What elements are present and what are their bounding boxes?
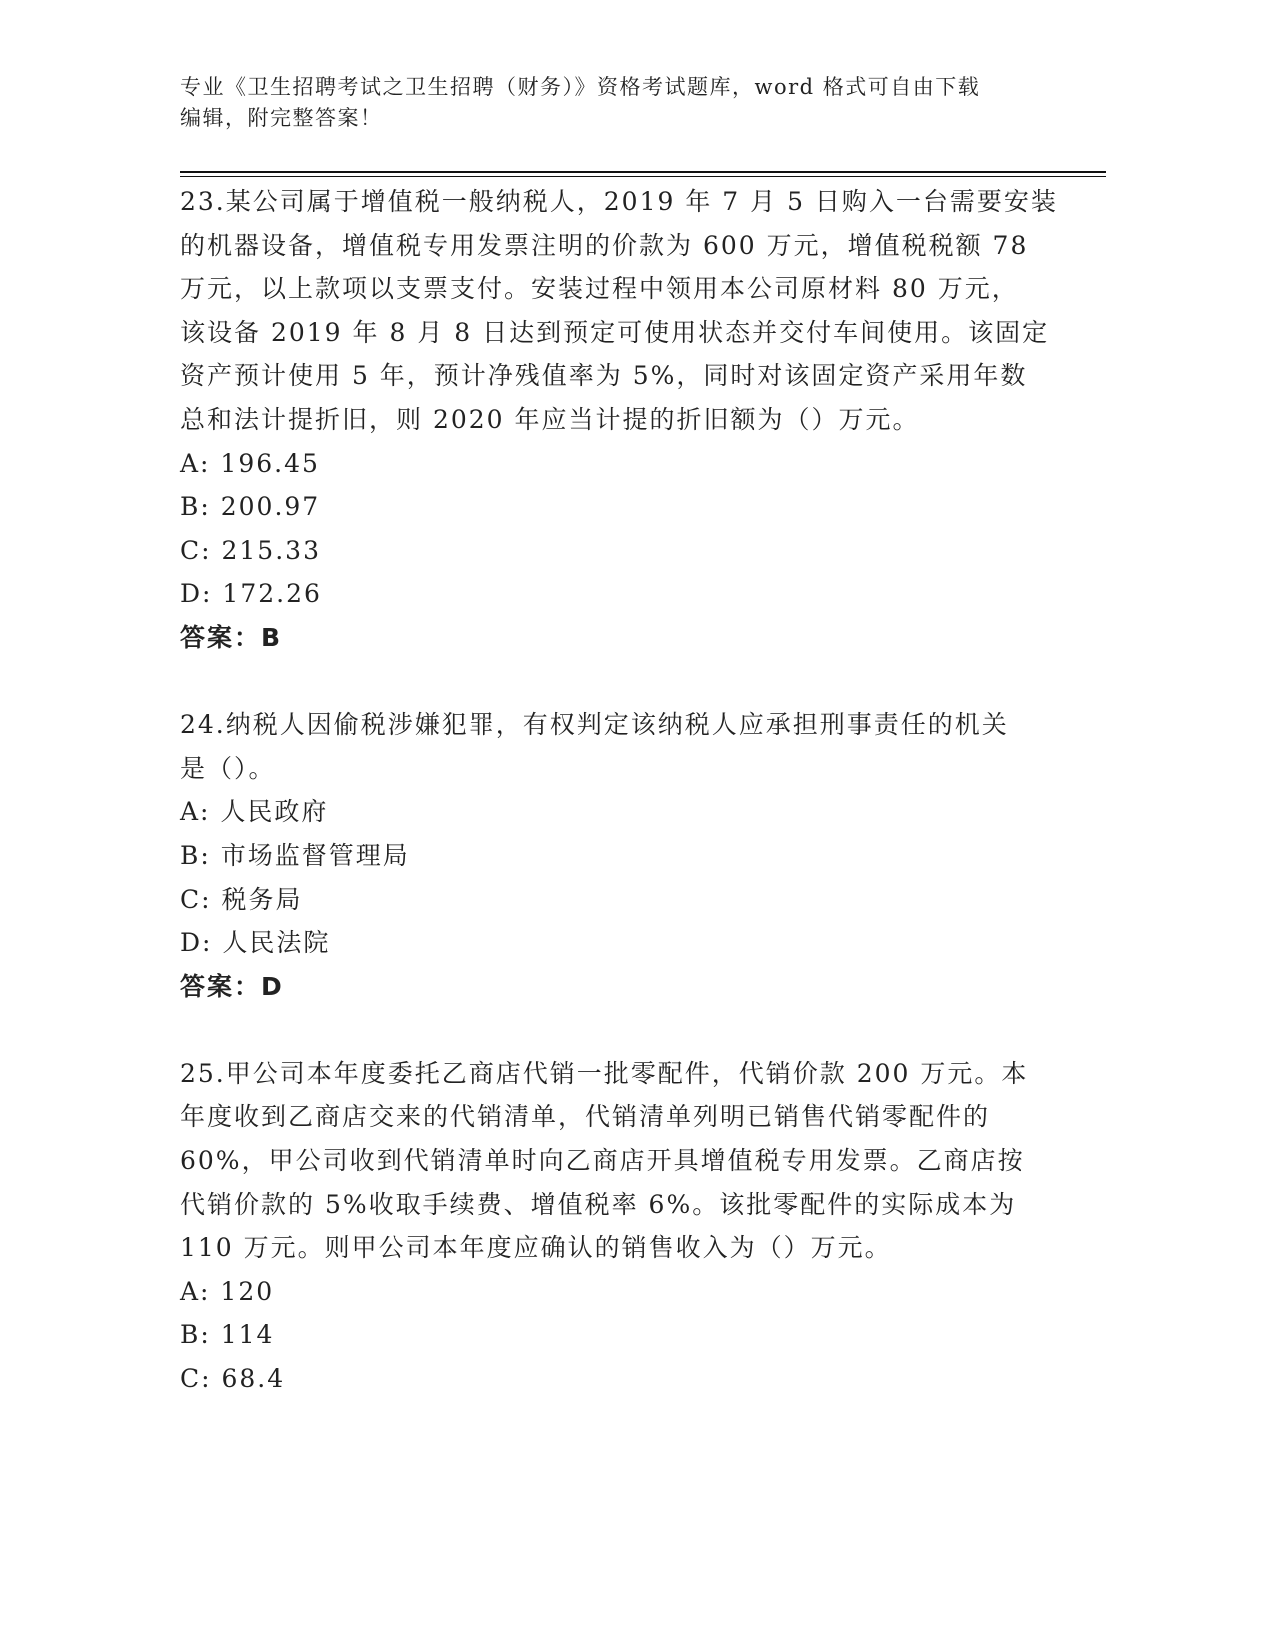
- option-c: C: 税务局: [180, 884, 303, 914]
- question-text: 该设备 2019 年 8 月 8 日达到预定可使用状态并交付车间使用。该固定: [180, 317, 1050, 347]
- header-divider-thin: [180, 176, 1106, 177]
- question-text: 60%，甲公司收到代销清单时向乙商店开具增值税专用发票。乙商店按: [180, 1146, 1025, 1176]
- option-d: D: 172.26: [180, 579, 322, 609]
- question-24: [180, 703, 1100, 1008]
- option-c: C: 215.33: [180, 535, 321, 565]
- question-23: [180, 180, 1100, 660]
- question-text: 24.纳税人因偷税涉嫌犯罪，有权判定该纳税人应承担刑事责任的机关: [180, 710, 1009, 740]
- question-25: [180, 1052, 1100, 1401]
- option-a: A: 人民政府: [180, 797, 329, 827]
- option-c: C: 68.4: [180, 1364, 286, 1394]
- question-text: 110 万元。则甲公司本年度应确认的销售收入为（）万元。: [180, 1233, 892, 1263]
- option-a: A: 120: [180, 1276, 275, 1306]
- header-line: 专业《卫生招聘考试之卫生招聘（财务）》资格考试题库，word 格式可自由下载: [180, 75, 981, 99]
- question-text: 的机器设备，增值税专用发票注明的价款为 600 万元，增值税税额 78: [180, 230, 1029, 260]
- question-text: 23.某公司属于增值税一般纳税人，2019 年 7 月 5 日购入一台需要安装: [180, 187, 1058, 216]
- question-text: 资产预计使用 5 年，预计净残值率为 5%，同时对该固定资产采用年数: [180, 361, 1028, 391]
- question-text: 万元，以上款项以支票支付。安装过程中领用本公司原材料 80 万元，: [180, 274, 1019, 304]
- question-text: 是（）。: [180, 753, 276, 783]
- question-text: 年度收到乙商店交来的代销清单，代销清单列明已销售代销零配件的: [180, 1102, 991, 1132]
- option-b: B: 200.97: [180, 492, 321, 522]
- header-line: 编辑，附完整答案！: [180, 106, 383, 130]
- question-text: 25.甲公司本年度委托乙商店代销一批零配件，代销价款 200 万元。本: [180, 1058, 1029, 1088]
- question-text: 总和法计提折旧，则 2020 年应当计提的折旧额为（）万元。: [180, 404, 920, 434]
- option-b: B: 市场监督管理局: [180, 840, 410, 870]
- question-list: [180, 180, 1100, 1401]
- option-d: D: 人民法院: [180, 928, 331, 958]
- answer: 答案：B: [180, 622, 283, 652]
- option-a: A: 196.45: [180, 448, 320, 478]
- document-header: [180, 72, 1040, 134]
- answer: 答案：D: [180, 971, 284, 1001]
- option-b: B: 114: [180, 1320, 275, 1350]
- header-divider: [180, 171, 1106, 173]
- question-text: 代销价款的 5%收取手续费、增值税率 6%。该批零配件的实际成本为: [180, 1189, 1017, 1219]
